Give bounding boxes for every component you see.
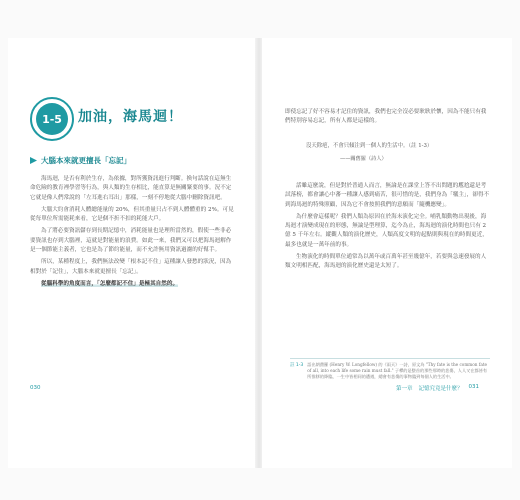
chapter-title-footer: 記憶究竟是什麼？ — [418, 386, 463, 392]
paragraph: 所以，某種程度上，我們無法改變「根本記不住」這種讓人發愁的狀況，因為相對於「記住」，大腦本來就更擅長「忘記」。 — [30, 259, 232, 275]
paragraph: 大腦大約會消耗人體總能量的 20%，但其重量只占不到人體體重的 2%。可見從每單位所需能耗來看，它是個不折不扣的耗能大戶。 — [30, 206, 234, 223]
footnote-marker: 註 1-3 — [290, 363, 304, 368]
right-intro-text — [285, 108, 491, 130]
section-title: 加油，海馬迴！ — [78, 109, 183, 125]
triangle-bullet-icon — [30, 157, 37, 164]
paragraph: 為什麼會這樣呢？我們人類為原因在於海未演化完全。哺乳類動物出現後，海馬迴才演變成現在的形態，無論是型理算，迄今為止，海馬迴的演化時間也只有 2 億 5 千年左右。縱觀人類的演化歷史，人類高度文明的起點則與現在的時間更近，最多也就是一萬年前的事。 — [285, 213, 488, 248]
highlighted-paragraph — [30, 280, 236, 289]
section-number: 1-5 — [36, 103, 68, 135]
highlight-text: 從腦科學的角度而言，「怎麼都記不住」是極其自然的。 — [41, 280, 179, 287]
paragraph: 海馬迴，是否有利於生存，為依據，對所獲資訊進行判斷。換句話說在這無生命危險的教育裡學習等行為，與人類的生存相比，能直算是無關緊要的事。況不定它就是像人們常說的「左耳進右耳出」那樣，一刻不停地從大腦中刪除資訊吧。 — [30, 176, 232, 201]
footnote-divider — [290, 358, 490, 359]
chapter-label: 第一章 — [396, 386, 413, 392]
epigraph-author: ——關舊羅（詩人） — [340, 156, 387, 162]
right-page-number: 031 — [468, 384, 480, 390]
paragraph: 即使忘記了好不容易才記住的資訊，我們也完全沒必要耿耿於懷，因為不能只有我們特別容易忘記，所有人都是這樣的。 — [285, 109, 487, 125]
paragraph: 為了將必要資訊儲存到長期記憶中，消耗能量也是理所當然的，假使一些非必要資訊也存到大腦裡，這就是對能量的浪費。如此一來，我們又可以把海馬迴解作是一個節能主義者，它也是為了節約能量，而不允許無用資訊過濾的好幫手。 — [30, 228, 232, 254]
epigraph-quote: 沒天除疤，不會只傾注到一個人的生活中。（註 1-3） — [306, 143, 433, 149]
footnote-text: 語出朗費羅 (Henry W. Longfellow) 的《雨天》一詩，原文為 "Thy fate is the common fate of all, into each life some rain must fall." 子釋的是整首的那些那時的悲傷，人人又在都皆有所推移的降臨，一生中皆相同的遭遇，總會有悲傷的事物臨到每個人的生活中。 — [307, 362, 488, 380]
right-body-text — [285, 182, 491, 275]
footnote — [290, 362, 490, 381]
running-footer — [396, 384, 479, 392]
subheading-text: 大腦本來就更擅長「忘記」 — [41, 156, 131, 165]
paragraph: 話雖這麼說，但是對於普通人而言，無論是在課堂上答不出問題的尷尬還是考試落榜，都會讓心中蕃一種讓人感到痛苦，很可惜的是，我們身為「犧主」，卻得不到海馬迴的特殊照顧，因為它不會按照我們的意願而「隨機應變」。 — [285, 183, 490, 208]
subheading — [30, 155, 131, 166]
paragraph: 生物演化的時間單位通常為以萬年或百萬年甚至幾億年，若要與急速發展的人類文明相匹配，海馬迴的演化歷史還是太短了。 — [285, 254, 487, 270]
left-body-text — [30, 175, 236, 292]
left-page-number: 030 — [30, 385, 41, 391]
section-number-badge — [30, 97, 74, 141]
